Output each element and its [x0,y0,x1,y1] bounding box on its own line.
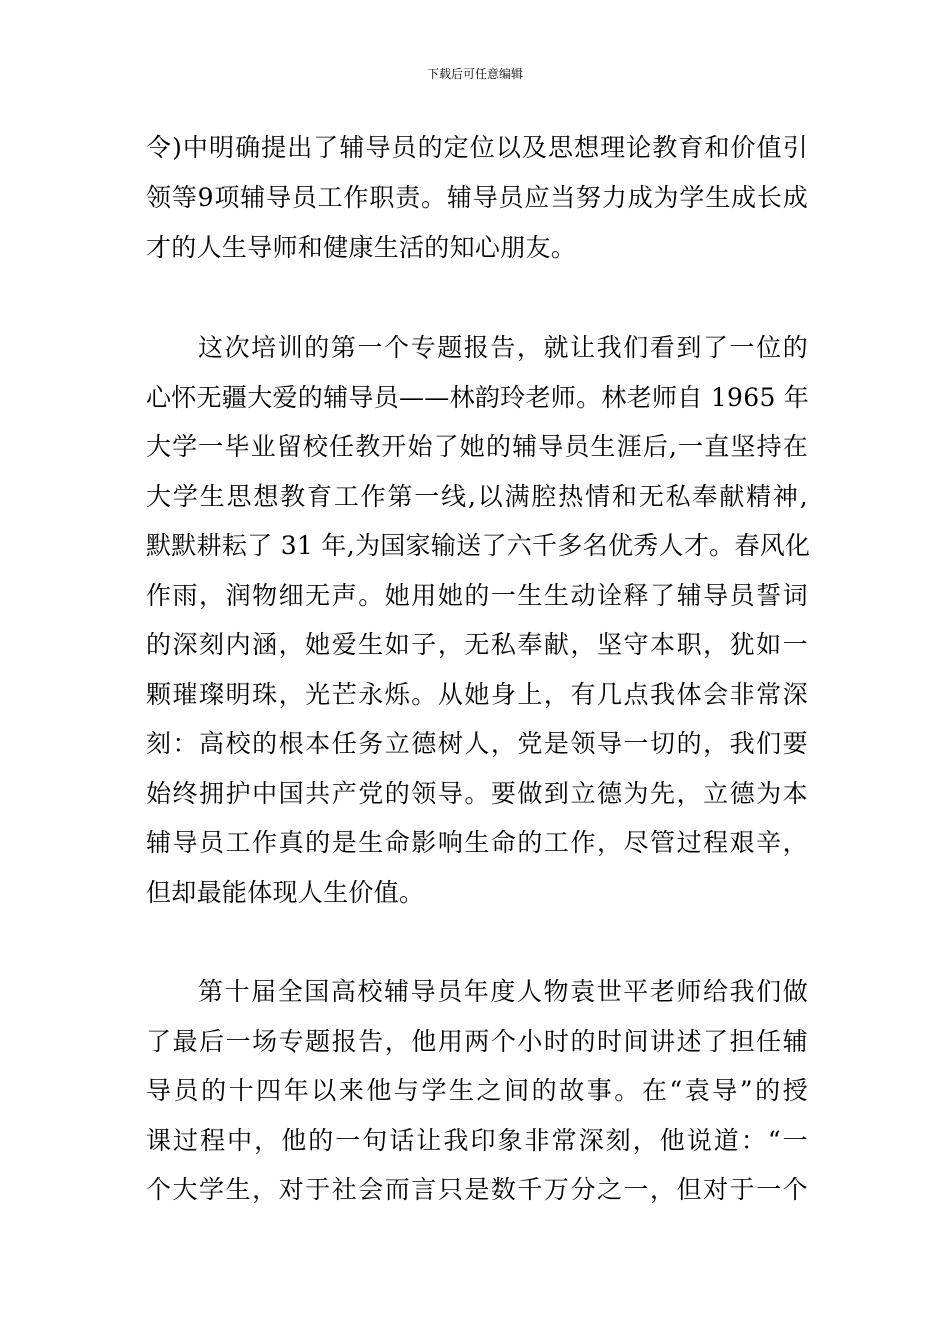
text-line: 始终拥护中国共产党的领导。要做到立德为先，立德为本 [146,779,808,808]
text-line: 导员的十四年以来他与学生之间的故事。在“袁导”的授 [146,1076,808,1105]
text-line: 第十届全国高校辅导员年度人物袁世平老师给我们做 [198,977,808,1006]
text-line: 课过程中，他的一句话让我印象非常深刻，他说道：“一 [146,1126,808,1155]
text-line: 的深刻内涵，她爱生如子，无私奉献，坚守本职，犹如一 [146,630,808,659]
text-line: 刻：高校的根本任务立德树人，党是领导一切的，我们要 [146,729,808,758]
text-line: 默默耕耘了 31 年,为国家输送了六千多名优秀人才。春风化 [146,531,811,560]
text-line: 令)中明确提出了辅导员的定位以及思想理论教育和价值引 [146,133,808,162]
text-line: 这次培训的第一个专题报告，就让我们看到了一位的 [198,333,808,362]
text-line: 但却最能体现人生价值。 [146,878,425,907]
text-line: 颗璀璨明珠，光芒永烁。从她身上，有几点我体会非常深 [146,680,808,709]
text-line: 个大学生，对于社会而言只是数千万分之一，但对于一个 [146,1175,808,1204]
page-header: 下载后可任意编辑 [426,67,523,81]
text-line: 领等9项辅导员工作职责。辅导员应当努力成为学生成长成 [146,183,808,212]
text-line: 了最后一场专题报告，他用两个小时的时间讲述了担任辅 [146,1027,808,1056]
text-line: 作雨，润物细无声。她用她的一生生动诠释了辅导员誓词 [146,581,808,610]
text-line: 心怀无疆大爱的辅导员——林韵玲老师。林老师自 1965 年 [146,383,810,412]
text-line: 大学一毕业留校任教开始了她的辅导员生涯后,一直坚持在 [146,432,808,461]
text-line: 辅导员工作真的是生命影响生命的工作，尽管过程艰辛， [146,828,808,857]
text-line: 才的人生导师和健康生活的知心朋友。 [146,233,577,262]
text-line: 大学生思想教育工作第一线,以满腔热情和无私奉献精神, [146,482,808,511]
